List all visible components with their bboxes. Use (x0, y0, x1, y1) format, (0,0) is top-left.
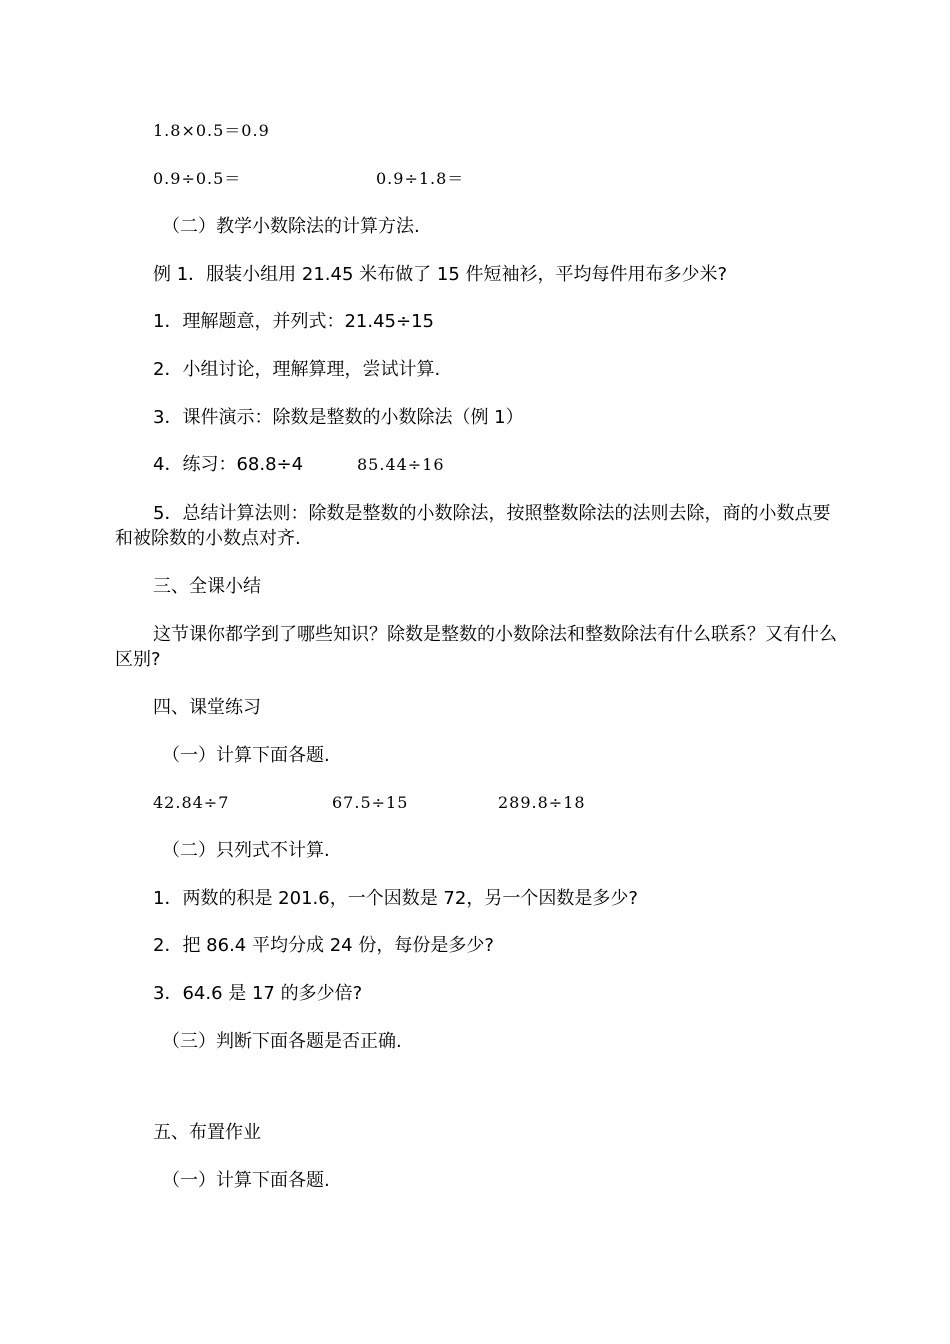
practice-part-1-heading: （一）计算下面各题. (162, 745, 330, 766)
step-2: 2．小组讨论，理解算理，尝试计算. (153, 359, 441, 380)
practice-part-3-heading: （三）判断下面各题是否正确. (162, 1031, 402, 1052)
summary-paragraph: 这节课你都学到了哪些知识？除数是整数的小数除法和整数除法有什么联系？又有什么区别? (115, 624, 837, 670)
homework-part-1-heading: （一）计算下面各题. (162, 1170, 330, 1191)
practice-item-1: 42.84÷7 (153, 793, 230, 812)
section-heading-teaching: （二）教学小数除法的计算方法. (162, 216, 420, 237)
step-4-practice: 4．练习：68.8÷4 (153, 454, 304, 475)
example-1-problem: 例 1．服装小组用 21.45 米布做了 15 件短袖衫，平均每件用布多少米? (153, 264, 728, 285)
practice-item-3: 289.8÷18 (498, 793, 586, 812)
practice-part-2-heading: （二）只列式不计算. (162, 840, 330, 861)
practice-item-2: 67.5÷15 (332, 793, 409, 812)
word-problem-3: 3．64.6 是 17 的多少倍? (153, 983, 363, 1004)
step-3: 3．课件演示：除数是整数的小数除法（例 1） (153, 407, 524, 428)
section-summary-heading: 三、全课小结 (153, 576, 261, 597)
word-problem-2: 2．把 86.4 平均分成 24 份，每份是多少? (153, 935, 494, 956)
step-5-rule: 5．总结计算法则：除数是整数的小数除法，按照整数除法的法则去除，商的小数点要和被除数的小数点对齐. (115, 503, 831, 549)
section-practice-heading: 四、课堂练习 (153, 697, 261, 718)
equation-division-2: 0.9÷1.8＝ (376, 169, 465, 188)
word-problem-1: 1．两数的积是 201.6，一个因数是 72，另一个因数是多少? (153, 888, 638, 909)
step-1: 1．理解题意，并列式：21.45÷15 (153, 311, 434, 332)
section-homework-heading: 五、布置作业 (153, 1122, 261, 1143)
equation-division-1: 0.9÷0.5＝ (153, 169, 242, 188)
equation-product: 1.8×0.5＝0.9 (153, 121, 270, 140)
step-4-practice-second: 85.44÷16 (357, 455, 445, 474)
